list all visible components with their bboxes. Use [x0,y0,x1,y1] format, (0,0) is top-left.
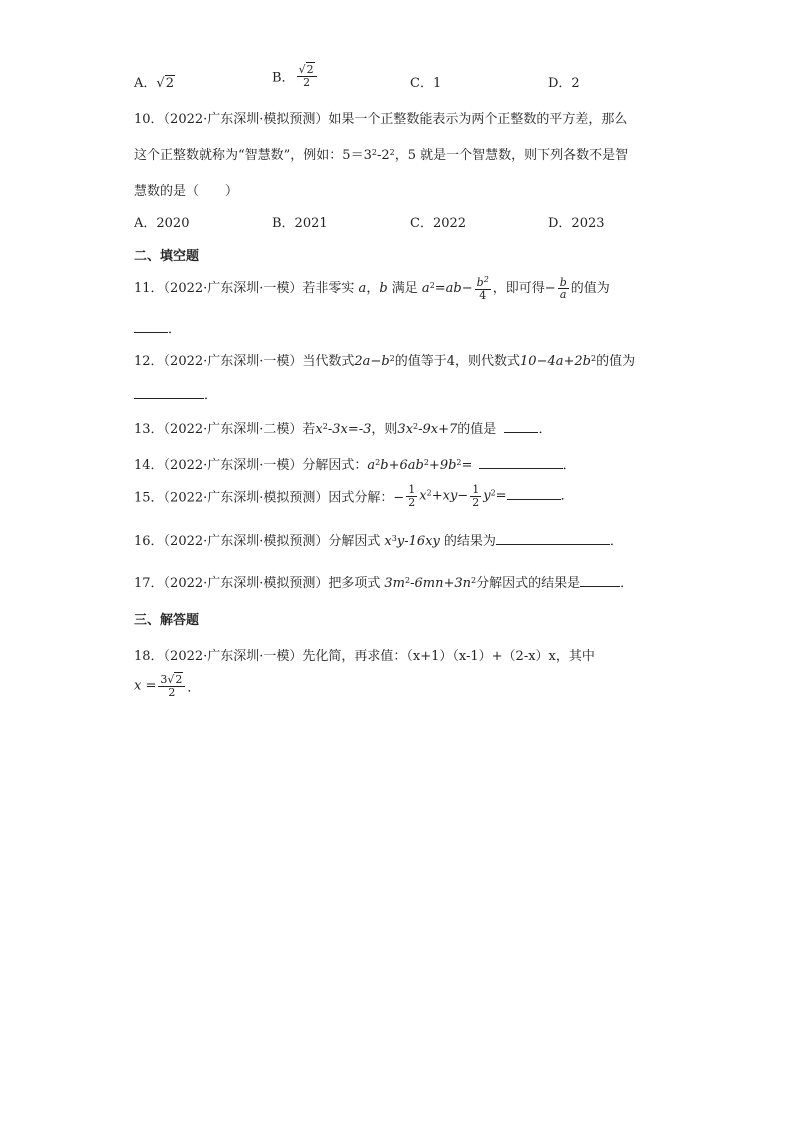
superscript: 2 [590,354,597,363]
equals-sign: = [461,458,473,473]
q12-line1 [134,350,635,369]
sqrt-symbol: √2 [156,76,174,91]
q13-suffix: 的值是 [457,422,497,437]
q11-fraction [475,276,491,301]
var-y: y [483,488,491,504]
q12-mid: 的值等于4，则代数式 [394,354,521,369]
var-x: x [419,488,427,504]
q16-suffix: 的结果为 [443,534,496,549]
q15-mid: +xy− [431,488,469,504]
q16-expression-b: y-16xy [396,534,440,549]
q13-answer-blank[interactable] [504,420,538,433]
superscript: 2 [389,354,395,363]
q12-suffix: 的值为 [596,354,636,369]
q15-fraction-2 [470,484,481,508]
period: ． [204,388,218,403]
q12-expression-1: 2a−b [354,354,390,369]
superscript: 2 [405,576,411,585]
frac-numerator: b [559,275,567,289]
superscript: 2 [471,576,477,585]
q13-prefix: 13．（2022·广东深圳·二模）若 [134,422,316,437]
q14-expression-b: b+6ab [380,458,424,473]
q14-expression: a [367,458,376,473]
q11-mid: 满足 [387,281,422,297]
q9-option-d: D．2 [548,76,580,91]
q14-answer-blank[interactable] [479,456,563,469]
period: ． [562,458,576,473]
q10-option-a: A．2020 [134,216,190,231]
q10-line3: 慧数的是（ ） [134,184,239,199]
q9-option-a [134,72,175,91]
q10-option-d: D．2023 [548,216,605,231]
q11-equation: =ab− [434,281,473,297]
q9-option-a-value: 2 [165,76,174,91]
q13-mid: ，则 [371,422,398,437]
q10-option-b: B．2021 [272,216,328,231]
q18-x-equals: x = [134,678,157,694]
period: ． [560,488,574,504]
q17-expression-b: -6mn+3n [410,576,472,591]
period: ． [187,680,201,696]
q9-option-c: C．1 [410,76,442,91]
period: ． [620,576,634,591]
superscript: 2 [423,458,429,467]
frac-numerator: √2 [297,64,317,77]
q9-option-b [272,64,319,88]
q18-line2 [134,674,200,698]
q15-line [134,484,574,508]
q10-line2 [134,144,628,163]
q11-answer-blank[interactable] [134,320,168,333]
q9-option-a-label: A． [134,76,157,91]
q17-line [134,572,633,591]
superscript: 3 [391,534,397,543]
q11-answer-line [134,318,181,337]
frac-numerator-coefficient: 3 [160,673,168,686]
q14-prefix: 14．（2022·广东深圳·一模）分解因式： [134,458,368,473]
q11-mid2: ，即可得− [492,281,556,297]
q10-line2-c: ，5 就是一个智慧数，则下列各数不是智 [394,148,629,163]
superscript: 2 [322,422,328,431]
q13-expression-1: x [315,422,323,437]
superscript: 2 [389,148,395,157]
q17-suffix: 分解因式的结果是 [476,576,581,591]
frac-numerator-value: 2 [306,63,314,76]
q12-answer-line [134,384,217,403]
frac-numerator-value: b [476,276,484,289]
frac-numerator: 1 [472,483,480,496]
var-a: a [421,281,430,297]
q16-prefix: 16．（2022·广东深圳·模拟预测）分解因式 [134,534,381,549]
period: ． [168,322,182,337]
frac-denominator: 2 [408,495,416,509]
q17-answer-blank[interactable] [580,574,620,587]
q9-option-b-fraction [297,64,317,88]
q17-prefix: 17．（2022·广东深圳·模拟预测）把多项式 [134,576,381,591]
frac-denominator: a [559,288,567,302]
q13-expression-1b: -3x=-3 [327,422,372,437]
section-heading-solve: 三、解答题 [134,613,200,628]
q12-prefix: 12．（2022·广东深圳·一模）当代数式 [134,354,355,369]
q13-line [134,418,551,437]
q13-expression-2: 3x [397,422,414,437]
var-b: b [379,281,388,297]
q17-expression: 3m [384,576,406,591]
q10-line2-a: 这个正整数就称为“智慧数”，例如：5＝3 [134,148,372,163]
superscript: 2 [490,488,496,498]
superscript: 2 [371,148,377,157]
frac-denominator: 2 [472,495,480,509]
section-heading-fill-blank: 二、填空题 [134,249,200,264]
superscript: 2 [456,458,462,467]
q10-line1: 10．（2022·广东深圳·模拟预测）如果一个正整数能表示为两个正整数的平方差，那么 [134,112,628,127]
q16-expression: x [384,534,392,549]
frac-numerator: 3√2 [158,674,185,687]
frac-denominator: 4 [479,288,487,302]
superscript: 2 [413,422,419,431]
q9-option-b-label: B． [272,70,295,86]
period: ． [538,422,552,437]
q16-answer-blank[interactable] [496,532,610,545]
q14-expression-c: +9b [428,458,457,473]
q11-line1 [134,276,610,301]
var-a: a [358,281,367,297]
q12-expression-2: 10−4a+2b [520,354,591,369]
q15-fraction [406,484,417,508]
q15-answer-blank[interactable] [507,487,561,500]
q16-line [134,530,623,549]
frac-denominator: 2 [168,685,176,699]
superscript: 2 [375,458,381,467]
q11-suffix: 的值为 [570,281,610,297]
q10-option-c: C．2022 [410,216,467,231]
q11-prefix: 11．（2022·广东深圳·一模）若非零实 [134,281,355,297]
q12-answer-blank[interactable] [134,386,204,399]
frac-numerator [475,276,491,290]
q11-fraction-2 [558,277,569,301]
superscript: 2 [483,275,489,284]
superscript: 2 [429,281,435,291]
q15-prefix: 15．（2022·广东深圳·模拟预测）因式分解：− [134,490,405,506]
frac-numerator: 1 [408,483,416,496]
q10-line2-b: -2 [376,148,390,163]
q14-line [134,454,576,473]
comma: ， [366,281,380,297]
q18-line1: 18．（2022·广东深圳·一模）先化简，再求值：（x+1）（x-1）+（2-x）x，其中 [134,649,595,664]
q13-expression-2b: -9x+7 [418,422,458,437]
superscript: 2 [426,488,432,498]
equals-sign: = [495,488,507,504]
frac-denominator: 2 [303,75,311,89]
period: ． [609,534,623,549]
frac-numerator-radicand: 2 [175,673,183,686]
q18-fraction [158,674,185,698]
